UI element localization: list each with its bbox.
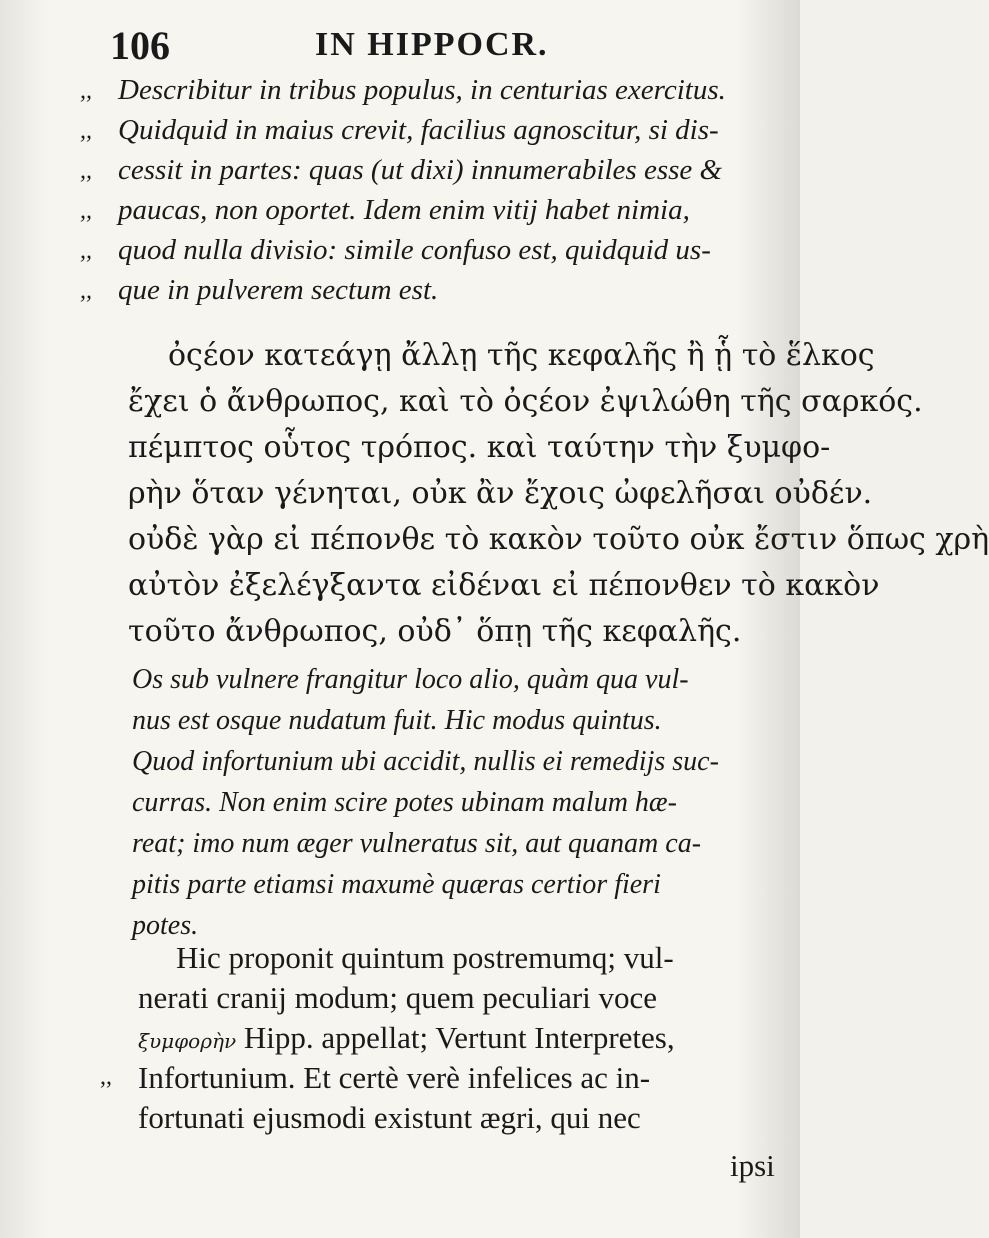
greek-line: πέμπτος οὗτος τρόπος. καὶ ταύτην τὴν ξυμφο- bbox=[128, 430, 831, 465]
greek-line: ρὴν ὅταν γένηται, οὐκ ἂν ἔχοις ὠφελῆσαι οὐδέν. bbox=[128, 476, 873, 511]
commentary-line bbox=[0, 980, 800, 1020]
greek-line: αὐτὸν ἐξελέγξαντα εἰδέναι εἰ πέπονθεν τὸ κακὸν bbox=[128, 568, 880, 603]
latin-translation bbox=[132, 664, 772, 951]
commentary-line bbox=[0, 1100, 800, 1140]
quote-mark: ,, bbox=[80, 118, 92, 144]
page-number: 106 bbox=[110, 23, 170, 68]
quote-mark: ,, bbox=[80, 78, 92, 104]
commentary-line bbox=[0, 940, 800, 980]
latin-line: nus est osque nudatum fuit. Hic modus quintus. bbox=[132, 705, 662, 736]
commentary-line bbox=[0, 1020, 800, 1060]
latin-line: Os sub vulnere frangitur loco alio, quàm qua vul- bbox=[132, 664, 689, 695]
quote-mark: ,, bbox=[80, 198, 92, 224]
quote-text: Describitur in tribus populus, in centurias exercitus. bbox=[118, 74, 726, 106]
commentary bbox=[0, 940, 800, 1140]
greek-term: ξυμφορὴν bbox=[138, 1029, 237, 1053]
latin-line: potes. bbox=[132, 910, 199, 941]
quote-mark: ,, bbox=[100, 1064, 112, 1090]
quote-text: paucas, non oportet. Idem enim vitij habet nimia, bbox=[118, 194, 690, 226]
quote-line bbox=[0, 234, 780, 274]
quote-line bbox=[0, 114, 780, 154]
commentary-text: fortunati ejusmodi existunt ægri, qui nec bbox=[138, 1100, 641, 1135]
quoted-passage bbox=[0, 74, 780, 314]
quote-mark: ,, bbox=[80, 238, 92, 264]
commentary-text: Hic proponit quintum postremumq; vul- bbox=[176, 940, 674, 975]
quote-line bbox=[0, 154, 780, 194]
greek-line: ἔχει ὁ ἄνθρωπος, καὶ τὸ ὀςέον ἐψιλώθη τῆς σαρκός. bbox=[128, 384, 923, 419]
running-head: IN HIPPOCR. bbox=[315, 26, 549, 63]
catchword: ipsi bbox=[730, 1148, 775, 1183]
commentary-text: nerati cranij modum; quem peculiari voce bbox=[138, 980, 658, 1015]
quote-text: Quidquid in maius crevit, facilius agnoscitur, si dis- bbox=[118, 114, 719, 146]
quote-line bbox=[0, 194, 780, 234]
quote-text: cessit in partes: quas (ut dixi) innumerabiles esse & bbox=[118, 154, 723, 186]
greek-line: οὐδὲ γὰρ εἰ πέπονθε τὸ κακὸν τοῦτο οὐκ ἔστιν ὅπως χρὴ bbox=[128, 522, 989, 557]
greek-line: ὀςέον κατεάγῃ ἄλλῃ τῆς κεφαλῆς ἢ ᾗ τὸ ἕλκος bbox=[168, 338, 875, 373]
commentary-line bbox=[0, 1060, 800, 1100]
commentary-text: Infortunium. Et certè verè infelices ac in- bbox=[138, 1060, 651, 1095]
quote-text: que in pulverem sectum est. bbox=[118, 274, 439, 306]
quote-line bbox=[0, 274, 780, 314]
page-header bbox=[110, 22, 690, 72]
latin-line: reat; imo num æger vulneratus sit, aut quanam ca- bbox=[132, 828, 702, 859]
latin-line: pitis parte etiamsi maxumè quæras certior fieri bbox=[132, 869, 661, 900]
quote-mark: ,, bbox=[80, 278, 92, 304]
commentary-text-rest: Hipp. appellat; Vertunt Interpretes, bbox=[236, 1020, 675, 1055]
commentary-text bbox=[138, 1020, 778, 1056]
latin-line: Quod infortunium ubi accidit, nullis ei remedijs suc- bbox=[132, 746, 719, 777]
latin-line: curras. Non enim scire potes ubinam malum hæ- bbox=[132, 787, 677, 818]
greek-line: τοῦτο ἄνθρωπος, οὐδ᾽ ὅπῃ τῆς κεφαλῆς. bbox=[128, 614, 742, 649]
greek-text bbox=[128, 338, 989, 660]
quote-line bbox=[0, 74, 780, 114]
quote-text: quod nulla divisio: simile confuso est, quidquid us- bbox=[118, 234, 711, 266]
quote-mark: ,, bbox=[80, 158, 92, 184]
